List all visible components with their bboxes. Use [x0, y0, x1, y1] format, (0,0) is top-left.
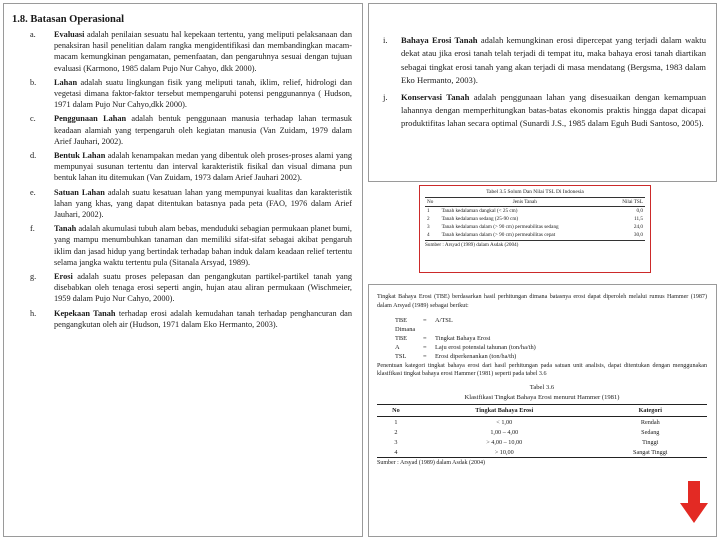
table-cell: Tanah kedalaman sedang (25-90 cm) [441, 216, 519, 222]
list-text [54, 308, 352, 330]
term: Konservasi Tanah [401, 91, 470, 102]
table-cell: Sangat Tinggi [594, 447, 707, 458]
table-cell: 1,00 – 4,00 [490, 428, 519, 436]
table-cell: 4 [427, 232, 430, 238]
variable-eq: = [423, 353, 427, 361]
variable-rhs: Laju erosi potensial tahunan (ton/ha/th) [435, 344, 536, 352]
list-marker: e. [30, 187, 36, 197]
table-row [425, 215, 645, 223]
list-item [383, 34, 706, 88]
formula-block [395, 316, 707, 362]
list-item [12, 223, 352, 268]
table-cell: Tanah kedalaman dalam (> 90 cm) permeabilitas cepat [441, 232, 556, 238]
table-cell: 24,0 [633, 224, 643, 230]
list-text [401, 91, 706, 131]
definition: adalah akumulasi tubuh alam bebas, menduduki sebagian permukaan planet bumi, yang mampu menumbuhkan tanaman dan memiliki sifat-sifat sebagai akibat pengaruh iklim dan jasad hidup yang bertindak terhadap bahan induk dalam keadaan relief tertentu selama jangka waktu tertentu pula (Sitanala Arsyad, 1989). [54, 224, 352, 267]
table-row [377, 447, 707, 458]
list-marker: g. [30, 272, 37, 282]
table-cell: Rendah [640, 418, 660, 426]
col-header-no: No [425, 198, 440, 207]
table-cell: 1 [394, 418, 398, 426]
variable-lhs: TSL [395, 353, 407, 361]
col-header-no: No [377, 405, 415, 417]
table-cell: 1 [427, 208, 430, 214]
table-cell: 2 [394, 428, 398, 436]
intro-paragraph: Tingkat Bahaya Erosi (TBE) berdasarkan hasil perhitungan dimana batasnya erosi dapat diperoleh melalui rumus Hammer (1987) dalam Arsyad (1989) sebagai berikut: [377, 294, 707, 309]
formula-eq: = [423, 316, 427, 324]
table-cell: 3 [394, 438, 398, 446]
variable-lhs: A [395, 344, 400, 352]
list-marker: a. [30, 30, 36, 39]
variable-rhs: Erosi diperkenankan (ton/ha/th) [435, 353, 517, 361]
term: Erosi [54, 272, 73, 282]
list-marker: f. [30, 224, 35, 234]
formula-main [395, 316, 707, 325]
term: Bentuk Lahan [54, 151, 106, 161]
list-marker: c. [30, 114, 36, 124]
list-text [54, 77, 352, 111]
table-caption: Klasifikasi Tingkat Bahaya Erosi menurut Hammer (1981) [464, 394, 620, 402]
table-cell: 11,5 [634, 216, 643, 222]
definition: adalah suatu lingkungan fisik yang meliputi tanah, iklim, relief, hidrologi dan vegetasi dimana faktor-faktor tersebut mempengaruhi potensi penggunannya ( Hudson, 1971 dalam Pujo Nur Cahyo,dkk 2000). [54, 77, 352, 110]
list-item [12, 29, 352, 74]
definition: adalah bentuk penggunaan manusia terhadap lahan termasuk keadaan alamiah yang terpengaruh oleh kegiatan manusia (Van Zuidam, 1979 dalam Arief Jauhari, 2002). [54, 114, 352, 146]
table-cell: 2 [427, 216, 430, 222]
left-page [3, 3, 363, 537]
tsl-table [425, 197, 645, 239]
table-row [425, 223, 645, 231]
col-header-nilai: Nilai TSL [610, 198, 645, 207]
table-row [377, 417, 707, 428]
list-item [12, 113, 352, 147]
term: Bahaya Erosi Tanah [401, 35, 478, 45]
formula-variable [395, 334, 707, 343]
list-marker: h. [30, 308, 37, 318]
table-cell: Tanah kedalaman dangkal (< 25 cm) [441, 208, 518, 214]
list-text [54, 29, 352, 74]
table-cell: Tanah kedalaman dalam (> 90 cm) permeabilitas sedang [441, 224, 559, 230]
table-cell: 30,0 [633, 232, 643, 238]
down-arrow-icon[interactable] [680, 481, 708, 523]
list-marker: j. [383, 91, 388, 102]
definition: terhadap erosi adalah kemudahan tanah terhadap penghancuran dan pengangkutan oleh air (Hudson, 1971 dalam Eko Hermanto, 2003). [54, 308, 352, 329]
dimana-label: Dimana [395, 325, 416, 333]
col-header-jenis: Jenis Tanah [440, 198, 610, 207]
term: Tanah [54, 224, 77, 234]
list-text [54, 113, 352, 147]
list-item [12, 308, 352, 330]
erosion-class-table [377, 404, 707, 458]
table-cell: 4 [377, 447, 415, 458]
list-text [401, 34, 706, 88]
definition: adalah penggunaan lahan yang disesuaikan dengan kemampuan lahannya dengan memperhitungkan batas-batas ekonomis praktis hingga dapat dicapai produktifitas lahan secara optimal (Sunardi J.S., 1985 dalam Eguh Budi Santoso, 2005). [401, 91, 706, 129]
list-marker: i. [383, 35, 388, 45]
list-item [12, 150, 352, 184]
term: Satuan Lahan [54, 187, 105, 197]
definition: adalah penilaian sesuatu hal kepekaan tertentu, yang meliputi pelaksanaan dan penaksiran hasil penelitian dalam rangka mengidentifikasi dan membandingkan macam-macam kemungkinan pengamatan, pemenfaatan, dan pengaruhnya sesuai dengan tujuan evaluasi (Karmono, 1985 dalam Pujo Nur Cahyo, dkk 2000). [54, 30, 352, 73]
table-label: Tabel 3.6 [529, 384, 555, 392]
definition: adalah kenampakan medan yang dibentuk oleh proses-proses alami yang mempunyai susunan tertentu dan interval karakteristik fisikal dan visual dimana pun bentuk lahan itu ditemukan (Van Zuidam, 1973 dalam Arief Jauhari 2002). [54, 151, 352, 183]
table-source: Sumber : Arsyad (1989) dalam Asdak (2004) [377, 460, 485, 467]
list-item [383, 91, 706, 131]
formula-rhs: A/TSL [435, 316, 453, 324]
formula-variable [395, 343, 707, 352]
variable-eq: = [423, 335, 427, 342]
list-marker: d. [30, 151, 37, 161]
table-cell: 3 [427, 224, 430, 230]
definition: adalah kemungkinan erosi dipercepat yang terjadi dalam waktu dekat atau jika erosi tanah telah terjadi di tempat itu, maka bahaya erosi tanah diartikan sebagai tingkat erosi tanah yang akan terjadi di masa mendatang (Bergsma, 1983 dalam Eko Hermanto, 2003). [401, 35, 706, 86]
formula-lhs: TBE [395, 316, 408, 324]
definition: adalah suatu kesatuan lahan yang mempunyai kualitas dan karakteristik lahan yang khas, yang dapat ditentukan batasnya pada peta (FAO, 1976 dalam Arief Jauhari, 2002). [54, 187, 352, 220]
col-header-kategori: Kategori [594, 405, 707, 417]
list-text [54, 150, 352, 184]
formula-variable [395, 352, 707, 361]
table-source: Sumber : Arsyad (1989) dalam Asdak (2004) [425, 240, 645, 248]
table-cell: Sedang [641, 428, 660, 436]
list-text [54, 223, 352, 268]
list-item [12, 271, 352, 305]
right-top-page [368, 3, 717, 182]
right-bottom-page [368, 284, 717, 537]
variable-rhs: Tingkat Bahaya Erosi [435, 335, 491, 342]
section-title: 1.8. Batasan Operasional [12, 14, 125, 25]
table-row [425, 231, 645, 239]
term: Kepekaan Tanah [54, 308, 116, 318]
table-caption: Tabel 3.5 Solum Dan Nilai TSL Di Indonesia [486, 189, 584, 195]
table-row [377, 427, 707, 437]
list-text [54, 187, 352, 221]
table-cell: < 1,00 [496, 418, 513, 426]
table-row [425, 207, 645, 216]
term: Penggunaan Lahan [54, 114, 127, 124]
table-cell: > 10,00 [415, 447, 594, 458]
term: Lahan [54, 77, 78, 87]
definition: adalah suatu proses pelepasan dan pengangkutan partikel-partikel tanah yang disebabkan oleh tenaga erosi seperti angin, hujan atau aliran permukaan (Wischmeier, 1959 dalam Pujo Nur Cahyo, 2000). [54, 272, 352, 304]
definition-list [12, 29, 352, 330]
list-item [12, 187, 352, 221]
variable-lhs: TBE [395, 335, 408, 342]
table-cell: > 4,00 – 10,00 [486, 438, 523, 446]
tsl-table-panel [419, 185, 651, 273]
list-text [54, 271, 352, 305]
variable-eq: = [423, 344, 427, 352]
list-marker: b. [30, 77, 37, 87]
list-item [12, 77, 352, 111]
term: Evaluasi [54, 30, 85, 39]
col-header-tingkat: Tingkat Bahaya Erosi [415, 405, 594, 417]
definition-list-continued [383, 34, 706, 131]
table-cell: Tinggi [642, 438, 659, 446]
table-row [377, 437, 707, 447]
classification-paragraph: Penentuan kategori tingkat bahaya erosi dari hasil perhitungan pada satuan unit analisis, dapat ditentukan dengan menggunakan klasifikasi tingkat bahaya erosi Hammer (1981) seperti pada tabel 3.6 [377, 362, 707, 378]
table-cell: 0,0 [636, 208, 643, 214]
